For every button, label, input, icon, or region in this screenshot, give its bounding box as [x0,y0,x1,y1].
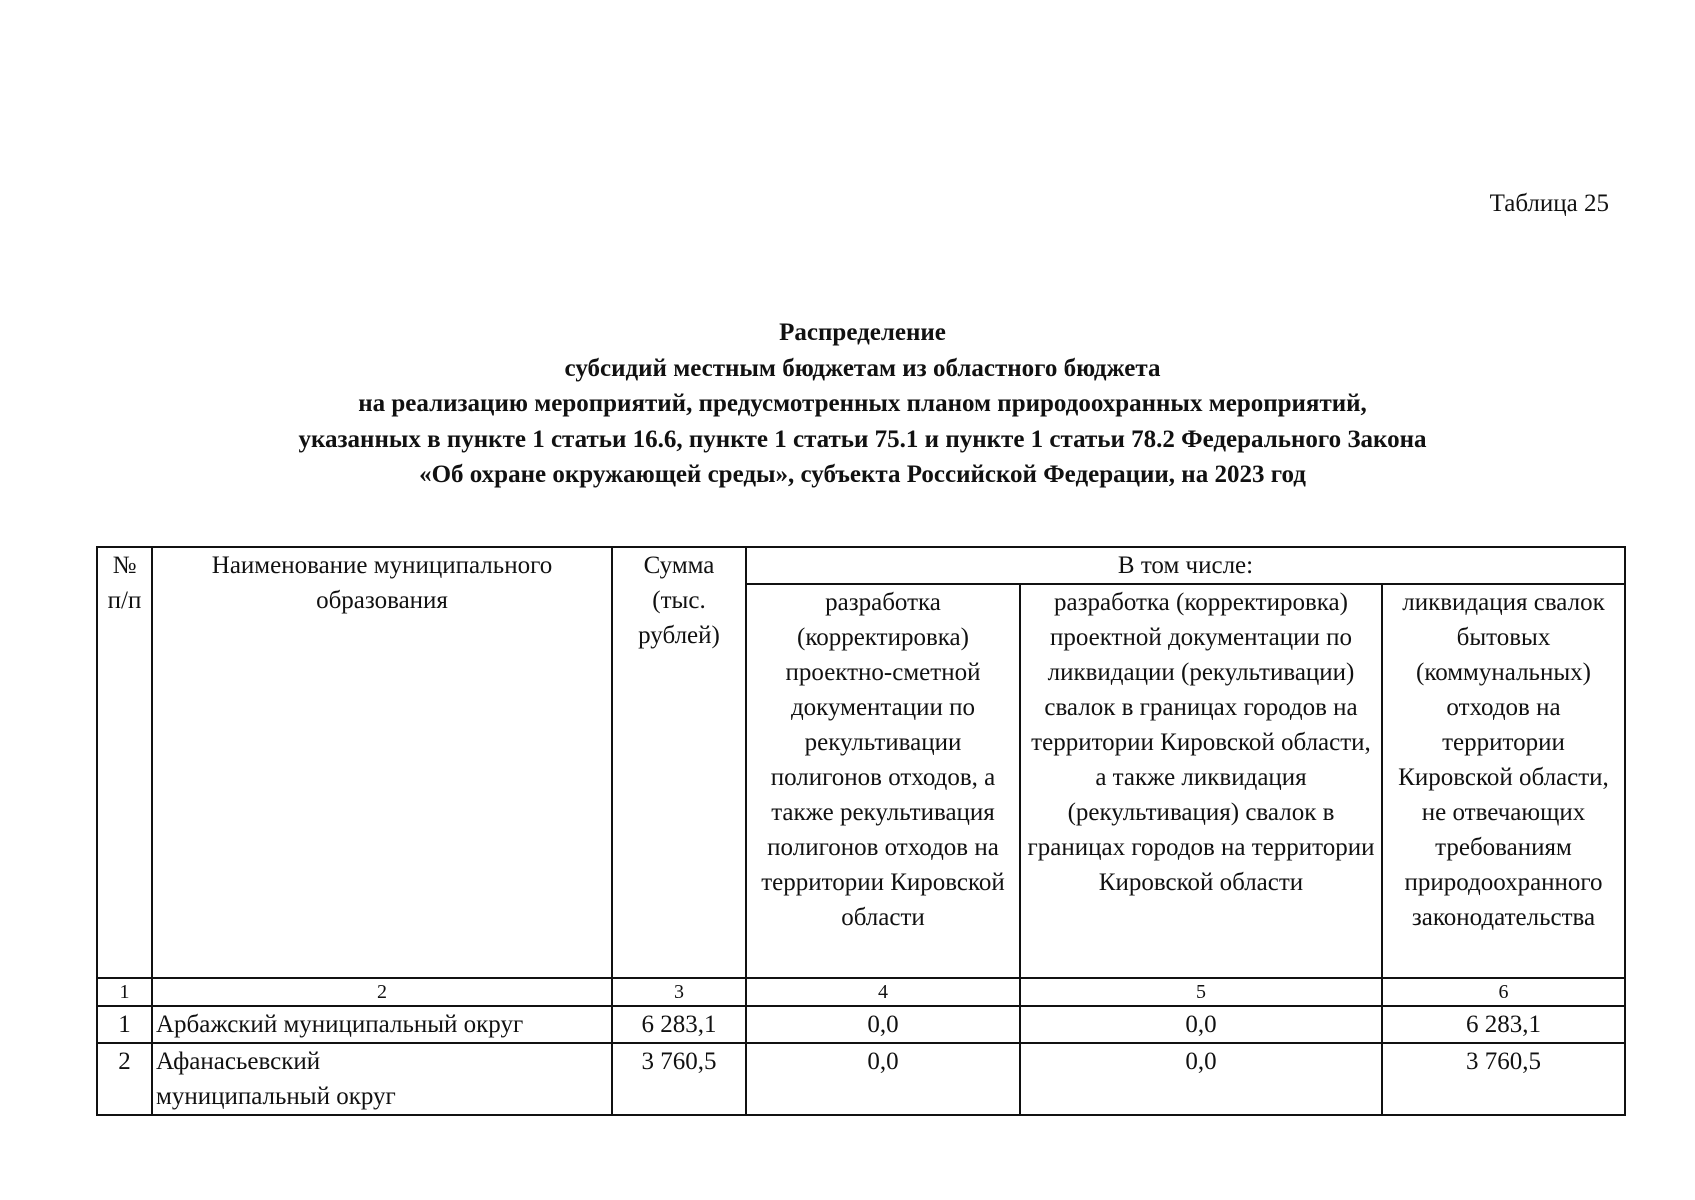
column-number: 1 [97,978,152,1006]
row-col5: 0,0 [1020,1006,1382,1043]
column-number: 3 [612,978,746,1006]
row-col4: 0,0 [746,1043,1020,1115]
header-col6: ликвидация свалок бытовых (коммунальных) отходов на территории Кировской области, не отвечающих требованиям природоохранного законодательства [1382,584,1625,978]
column-number: 4 [746,978,1020,1006]
header-sum: Сумма (тыс. рублей) [612,547,746,978]
header-col5: разработка (корректировка) проектной документации по ликвидации (рекультивации) свалок в границах городов на территории Кировской области, а также ликвидация (рекультивация) свалок в границах городов на территории Кировской области [1020,584,1382,978]
header-num: № п/п [97,547,152,978]
title-line-5: «Об охране окружающей среды», субъекта Российской Федерации, на 2023 год [419,461,1306,488]
table-row [97,1043,1625,1115]
row-num: 1 [97,1006,152,1043]
header-row [97,547,1625,584]
row-sum: 3 760,5 [612,1043,746,1115]
title-line-4: указанных в пункте 1 статьи 16.6, пункте 1 статьи 75.1 и пункте 1 статьи 78.2 Федерального Закона [298,425,1427,453]
header-including: В том числе: [746,547,1625,584]
column-number: 5 [1020,978,1382,1006]
document-title [0,315,1695,493]
row-name: Арбажский муниципальный округ [152,1006,612,1043]
row-name: Афанасьевский муниципальный округ [152,1043,612,1115]
row-num: 2 [97,1043,152,1115]
column-number: 2 [152,978,612,1006]
row-col5: 0,0 [1020,1043,1382,1115]
column-number-row [97,978,1625,1006]
header-name: Наименование муниципального образования [152,547,612,978]
table-label: Таблица 25 [1489,190,1609,217]
title-line-3: на реализацию мероприятий, предусмотренных планом природоохранных мероприятий, [358,390,1367,417]
row-col6: 6 283,1 [1382,1006,1625,1043]
row-col4: 0,0 [746,1006,1020,1043]
table-row [97,1006,1625,1043]
column-number: 6 [1382,978,1625,1006]
row-sum: 6 283,1 [612,1006,746,1043]
title-line-2: субсидий местным бюджетам из областного бюджета [564,354,1161,382]
title-line-1: Распределение [779,319,946,346]
row-col6: 3 760,5 [1382,1043,1625,1115]
header-col4: разработка (корректировка) проектно-сметной документации по рекультивации полигонов отходов, а также рекультивация полигонов отходов на территории Кировской области [746,584,1020,978]
subsidy-distribution-table [96,546,1626,1116]
